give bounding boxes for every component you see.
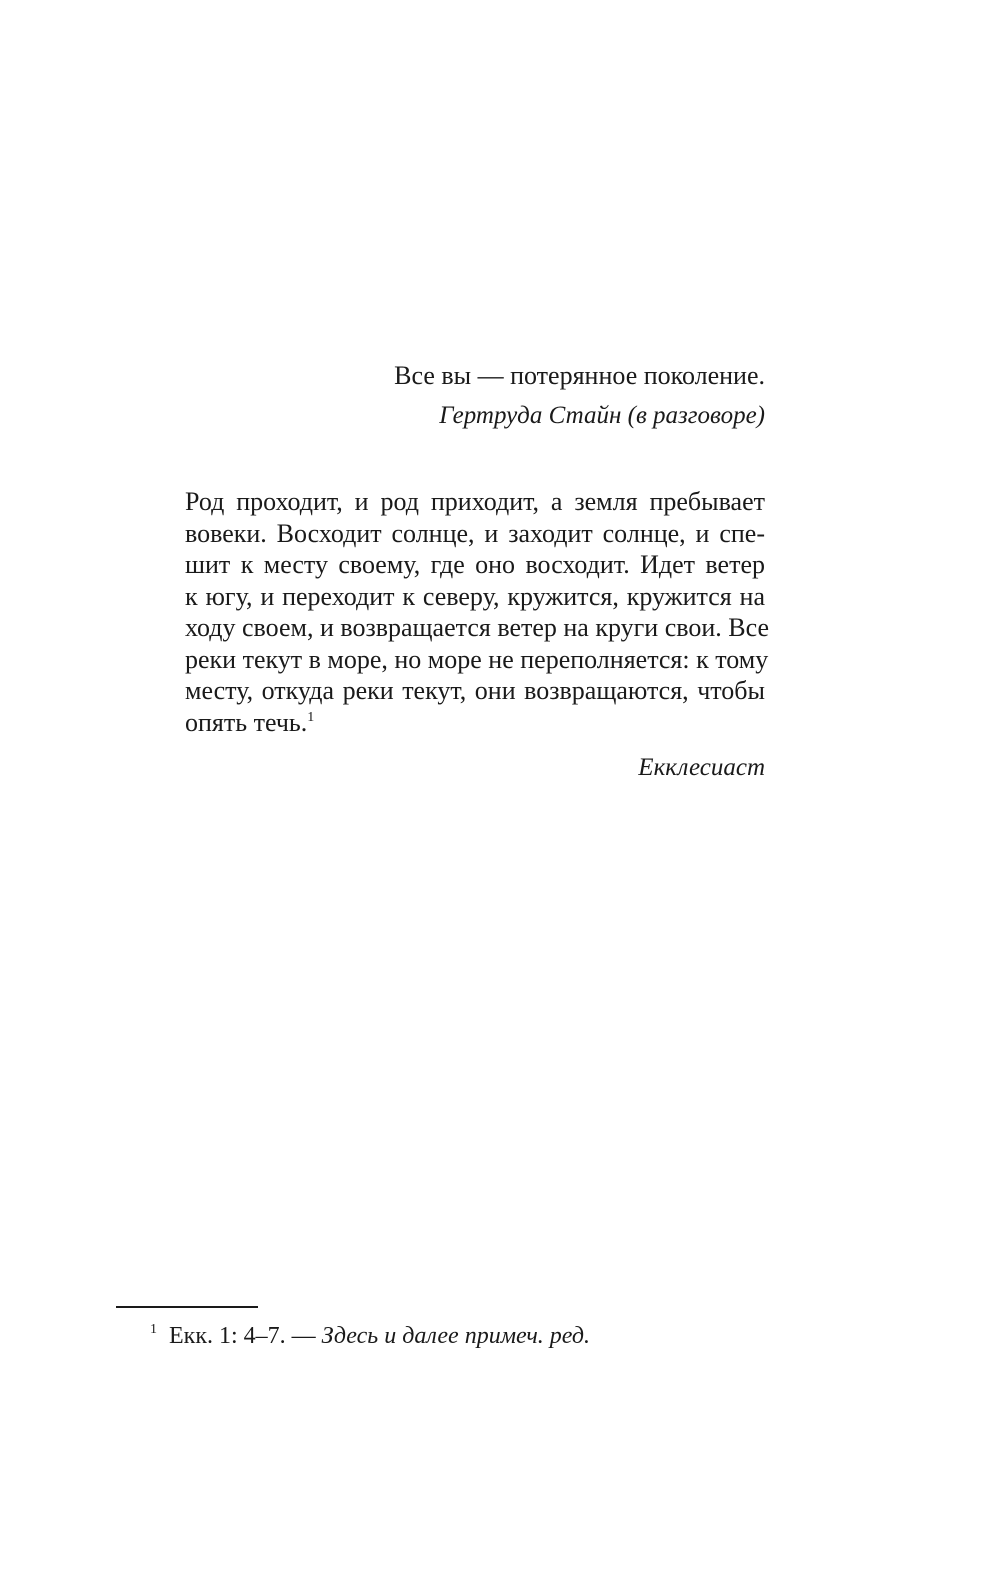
epigraph-ecclesiastes	[185, 486, 769, 786]
quote-line: месту, откуда реки текут, они возвращаются, чтобы	[185, 676, 765, 705]
epigraph-quote: Все вы — потерянное поколение.	[394, 361, 765, 390]
footnote-divider	[116, 1306, 258, 1308]
footnote	[150, 1318, 590, 1354]
ecclesiastes-quote	[185, 486, 769, 738]
epigraph-attribution: Гертруда Стайн (в разговоре)	[439, 402, 765, 429]
quote-line: Род проходит, и род приходит, а земля пребывает	[185, 487, 765, 516]
quote-line: шит к месту своему, где оно восходит. Идет ветер	[185, 550, 765, 579]
quote-line: реки текут в море, но море не переполняется: к тому	[185, 644, 769, 674]
quote-line: ходу своем, и возвращается ветер на круги свои. Все	[185, 613, 769, 642]
footnote-marker: 1	[150, 1322, 157, 1337]
footnote-reference[interactable]: 1	[307, 709, 315, 725]
epigraph-stein	[185, 358, 765, 434]
epigraph-attribution: Екклесиаст	[638, 754, 765, 781]
quote-last-line	[185, 707, 765, 739]
footnote-reference-text: Екк. 1: 4–7. —	[169, 1323, 322, 1349]
quote-line: к югу, и переходит к северу, кружится, кружится на	[185, 581, 765, 611]
quote-line: опять течь.	[185, 707, 308, 737]
quote-line: вовеки. Восходит солнце, и заходит солнце, и спе-	[185, 518, 765, 548]
footnote-note: Здесь и далее примеч. ред.	[321, 1323, 591, 1349]
